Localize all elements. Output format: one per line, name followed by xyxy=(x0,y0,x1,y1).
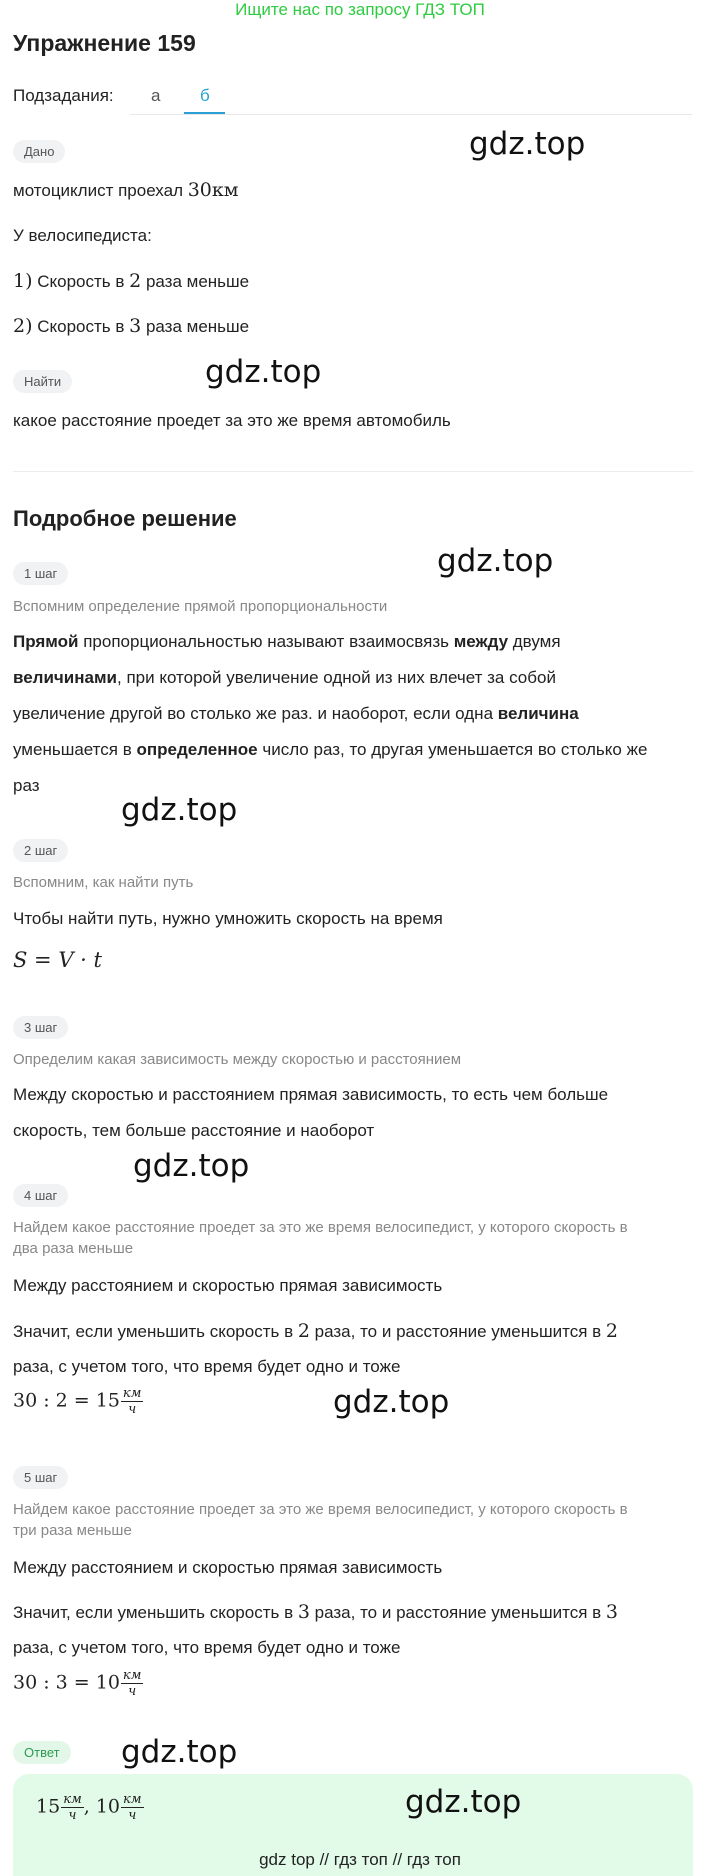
answer-value: 15 $\frac{км}{ч}$ , 10 $\frac{км}{ч}$ xyxy=(36,1792,142,1823)
given-line-3: 1) Скорость в 2 раза меньше xyxy=(13,270,250,292)
find-text: какое расстояние проедет за это же время автомобиль xyxy=(13,411,451,430)
step-4-line-2: Значит, если уменьшить скорость в 2 раза, то и расстояние уменьшится в 2 xyxy=(13,1320,618,1342)
step-4-line-1: Между расстоянием и скоростью прямая зависимость xyxy=(13,1276,443,1295)
step-1-hint: Вспомним определение прямой пропорциональности xyxy=(13,598,388,615)
step-5-line-3: раза, с учетом того, что время будет одно и тоже xyxy=(13,1638,401,1657)
step-1-line-5: раз xyxy=(13,776,40,795)
step-2-formula: S = V · t xyxy=(13,948,102,972)
step-2-badge: 2 шаг xyxy=(13,839,68,862)
tab-b[interactable]: б xyxy=(200,86,210,105)
step-1-line-1: Прямой пропорциональностью называют взаимосвязь между двумя xyxy=(13,632,561,651)
find-badge: Найти xyxy=(13,370,72,393)
watermark: gdz.top xyxy=(437,543,554,579)
watermark: gdz.top xyxy=(121,792,238,828)
step-3-badge: 3 шаг xyxy=(13,1016,68,1039)
step-4-line-3: раза, с учетом того, что время будет одно и тоже xyxy=(13,1357,401,1376)
step-5-hint-2: три раза меньше xyxy=(13,1522,132,1539)
unit-fraction: $\frac{км}{ч}$ xyxy=(123,1792,142,1823)
given-line-2: У велосипедиста: xyxy=(13,226,152,245)
active-tab-indicator xyxy=(184,112,225,114)
step-3-line-1: Между скоростью и расстоянием прямая зависимость, то есть чем больше xyxy=(13,1085,609,1104)
solution-title: Подробное решение xyxy=(13,506,237,531)
step-1-badge: 1 шаг xyxy=(13,562,68,585)
step-2-hint: Вспомним, как найти путь xyxy=(13,874,194,891)
given-line-4: 2) Скорость в 3 раза меньше xyxy=(13,315,250,337)
step-4-hint-1: Найдем какое расстояние проедет за это же время велосипедист, у которого скорость в xyxy=(13,1219,628,1236)
unit-fraction: $\frac{км}{ч}$ xyxy=(122,1386,142,1417)
step-5-badge: 5 шаг xyxy=(13,1466,68,1489)
watermark: gdz.top xyxy=(333,1384,450,1420)
subtasks-label: Подзадания: xyxy=(13,86,114,105)
step-4-hint-2: два раза меньше xyxy=(13,1240,134,1257)
unit-fraction: $\frac{км}{ч}$ xyxy=(63,1792,82,1823)
section-divider xyxy=(13,471,693,472)
step-5-formula: 30 : 3 = 10 $\frac{км}{ч}$ xyxy=(13,1668,142,1699)
footer-links[interactable]: gdz top // гдз топ // гдз топ xyxy=(259,1850,461,1869)
step-1-line-3: увеличение другой во столько же раз. и наоборот, если одна величина xyxy=(13,704,579,723)
step-1-line-2: величинами, при которой увеличение одной из них влечет за собой xyxy=(13,668,556,687)
step-4-formula: 30 : 2 = 15 $\frac{км}{ч}$ xyxy=(13,1386,142,1417)
step-5-hint-1: Найдем какое расстояние проедет за это же время велосипедист, у которого скорость в xyxy=(13,1501,628,1518)
step-2-text: Чтобы найти путь, нужно умножить скорость на время xyxy=(13,909,443,928)
given-badge: Дано xyxy=(13,140,65,163)
answer-badge: Ответ xyxy=(13,1741,71,1764)
unit-fraction: $\frac{км}{ч}$ xyxy=(122,1668,142,1699)
step-5-line-1: Между расстоянием и скоростью прямая зависимость xyxy=(13,1558,443,1577)
step-1-line-4: уменьшается в определенное число раз, то другая уменьшается во столько же xyxy=(13,740,648,759)
watermark: gdz.top xyxy=(205,354,322,390)
step-3-line-2: скорость, тем больше расстояние и наоборот xyxy=(13,1121,375,1140)
watermark: gdz.top xyxy=(121,1734,238,1770)
page-title: Упражнение 159 xyxy=(13,30,196,56)
tab-a[interactable]: а xyxy=(151,86,161,105)
step-4-badge: 4 шаг xyxy=(13,1184,68,1207)
step-5-line-2: Значит, если уменьшить скорость в 3 раза, то и расстояние уменьшится в 3 xyxy=(13,1601,618,1623)
tabs-divider xyxy=(130,114,692,115)
search-banner[interactable]: Ищите нас по запросу ГДЗ ТОП xyxy=(235,0,485,19)
watermark: gdz.top xyxy=(469,126,586,162)
step-3-hint: Определим какая зависимость между скоростью и расстоянием xyxy=(13,1051,462,1068)
given-line-1: мотоциклист проехал 30км xyxy=(13,179,239,201)
watermark: gdz.top xyxy=(405,1784,522,1820)
watermark: gdz.top xyxy=(133,1148,250,1184)
